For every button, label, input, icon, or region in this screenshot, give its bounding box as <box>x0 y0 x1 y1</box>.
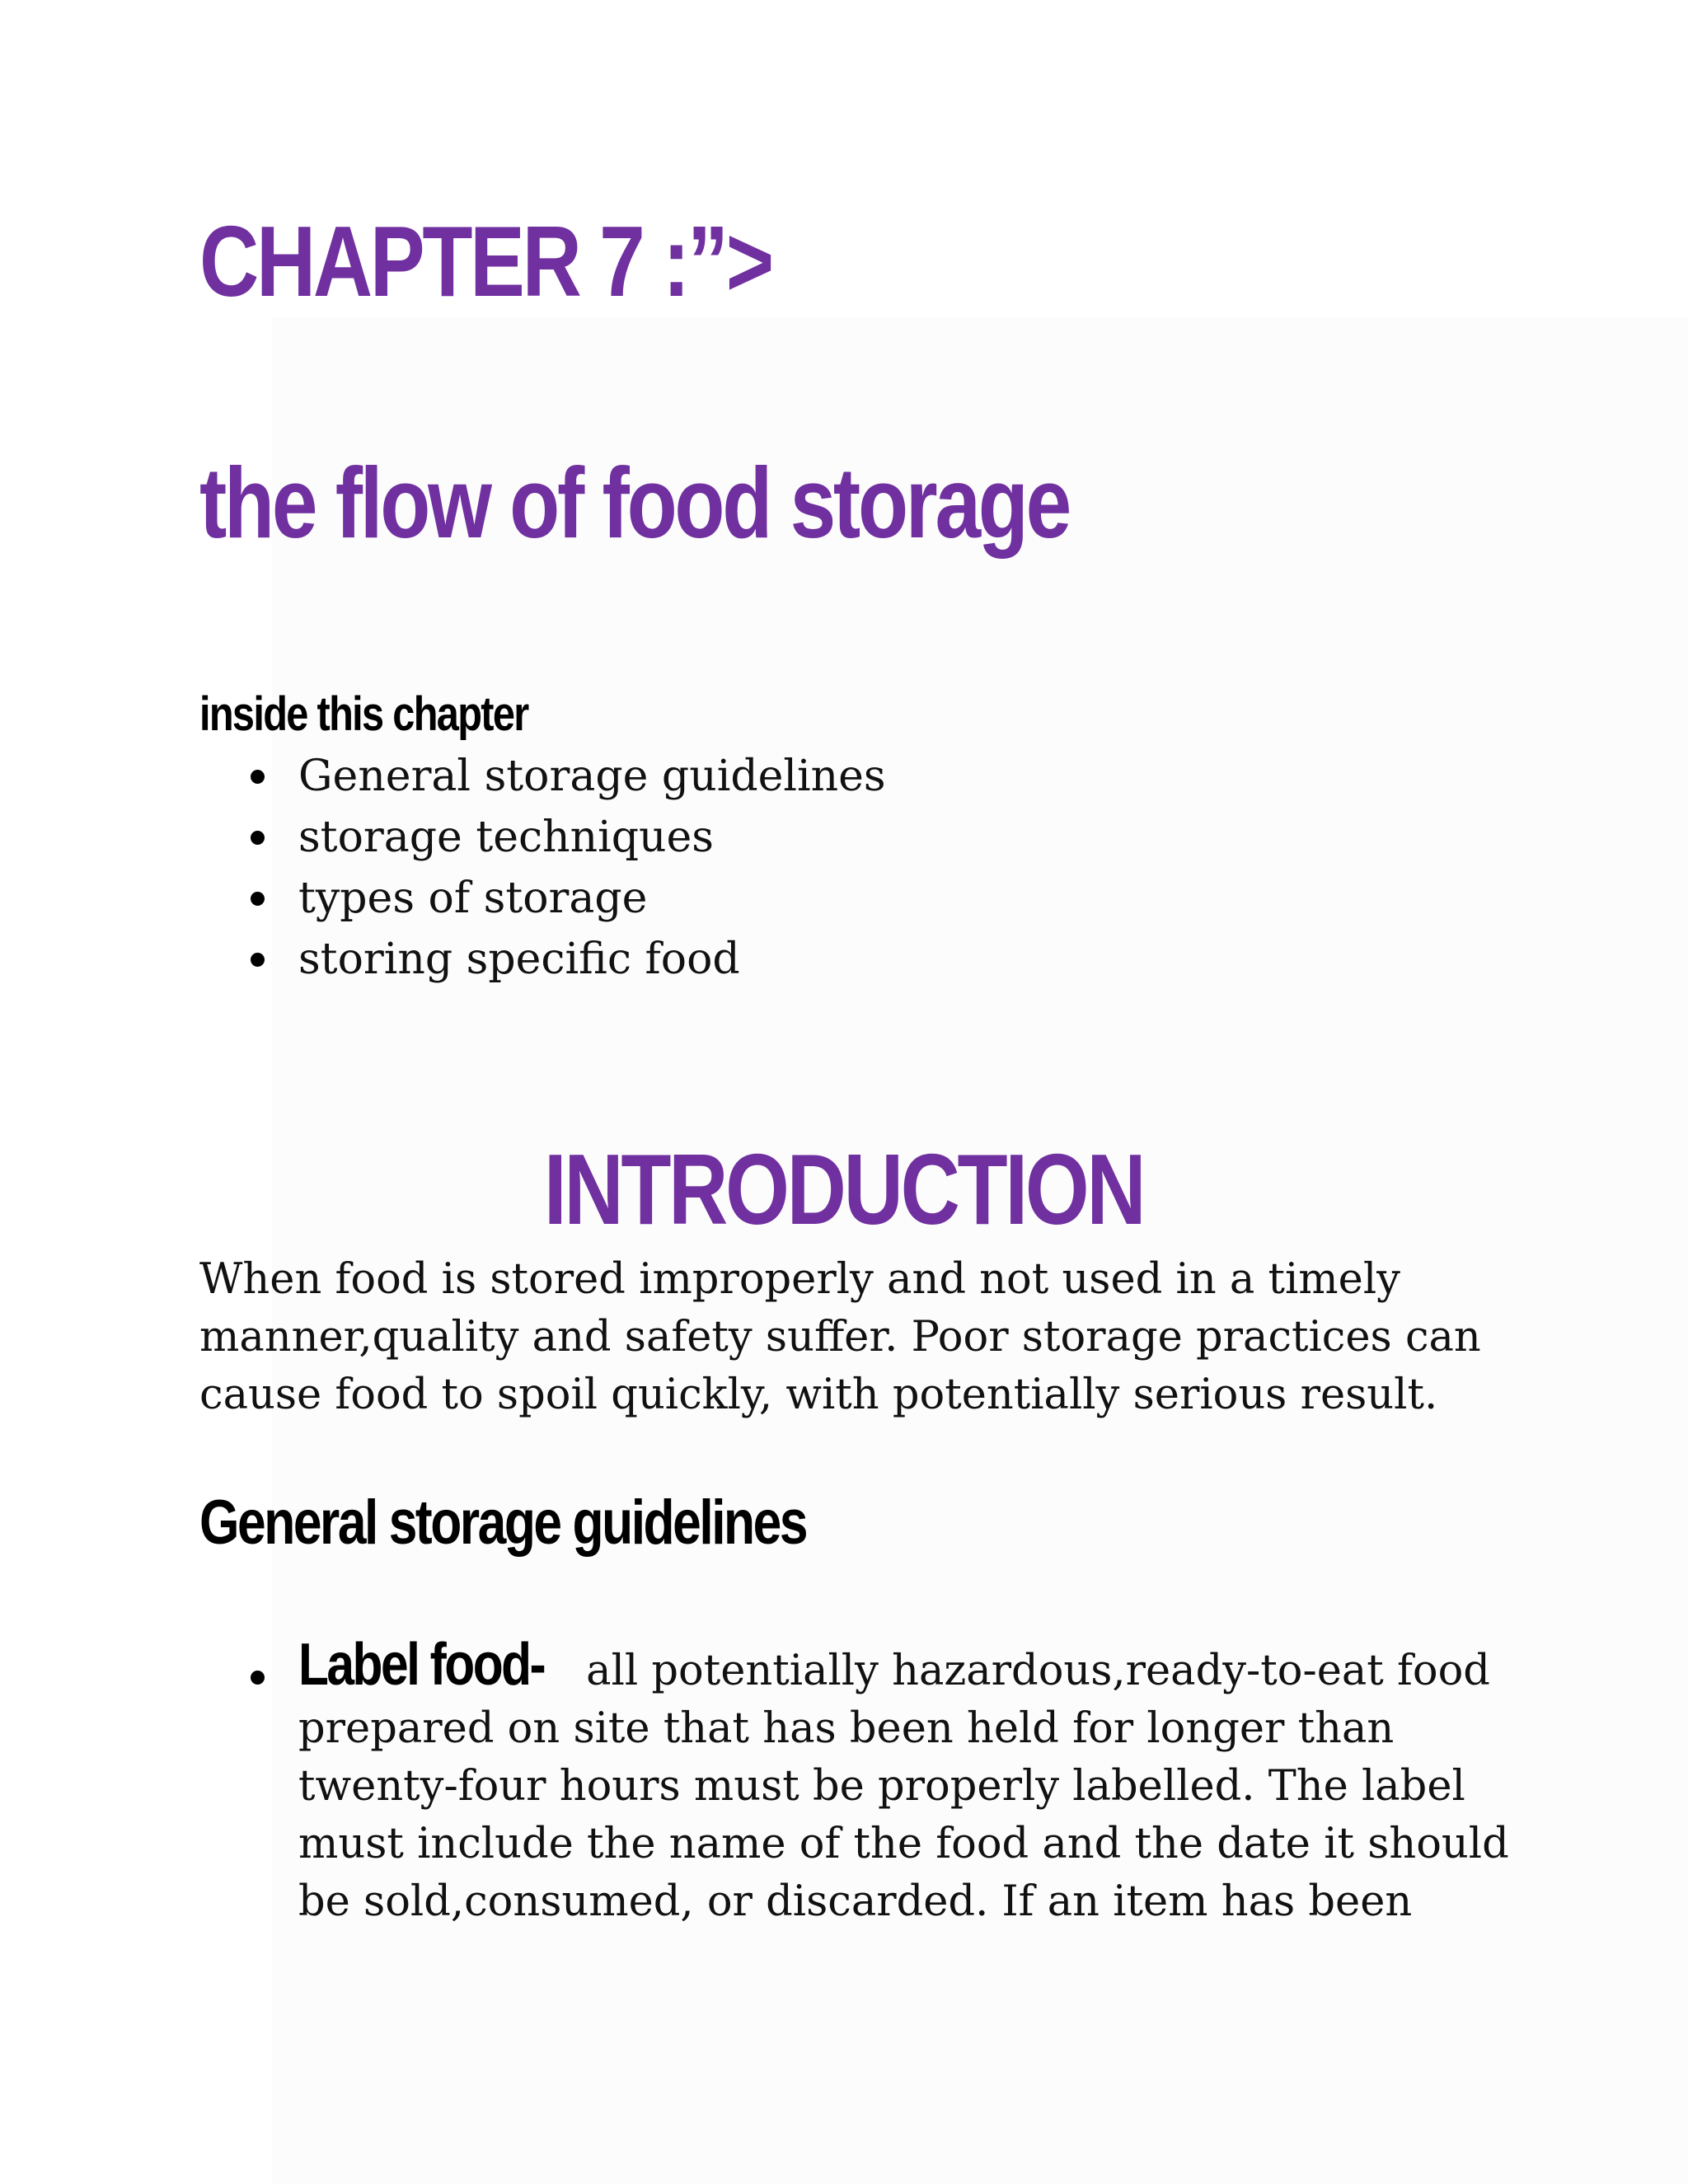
paragraph-line: manner,quality and safety suffer. Poor storage practices can <box>199 1313 1481 1361</box>
paragraph-line: cause food to spoil quickly, with potentially serious result. <box>199 1371 1438 1419</box>
guideline-text-line: prepared on site that has been held for longer than <box>298 1704 1395 1753</box>
bullet-icon <box>251 953 265 967</box>
guideline-text-line: all potentially hazardous,ready-to-eat food <box>572 1647 1490 1695</box>
list-item-label: types of storage <box>298 874 648 923</box>
list-item-label: storing specific food <box>298 935 740 984</box>
guideline-text-line: must include the name of the food and the date it should <box>298 1820 1509 1868</box>
chapter-contents-list <box>199 746 886 990</box>
bullet-icon <box>251 831 265 845</box>
introduction-heading <box>199 1133 1488 1245</box>
guidelines-list <box>199 1632 1551 1931</box>
chapter-subtitle: the flow of food storage <box>199 447 1069 559</box>
paragraph-line: When food is stored improperly and not used in a timely <box>199 1255 1400 1304</box>
guideline-text-line: be sold,consumed, or discarded. If an item has been <box>298 1877 1413 1926</box>
list-item-label: storage techniques <box>298 813 714 862</box>
list-item <box>199 929 886 990</box>
bullet-icon <box>251 892 265 906</box>
guideline-text-line: twenty-four hours must be properly labelled. The label <box>298 1762 1465 1811</box>
list-item <box>199 746 886 807</box>
bullet-icon <box>251 1671 265 1685</box>
list-item <box>199 1632 1551 1931</box>
inside-chapter-heading: inside this chapter <box>199 687 528 741</box>
guideline-term: Label food- <box>298 1632 545 1698</box>
bullet-icon <box>251 770 265 784</box>
list-item <box>199 807 886 868</box>
introduction-heading-text: INTRODUCTION <box>543 1133 1144 1245</box>
chapter-title: CHAPTER 7 :”> <box>199 205 771 317</box>
introduction-paragraph <box>199 1251 1551 1424</box>
list-item <box>199 868 886 929</box>
general-guidelines-heading: General storage guidelines <box>199 1488 807 1558</box>
list-item-label: General storage guidelines <box>298 752 886 801</box>
